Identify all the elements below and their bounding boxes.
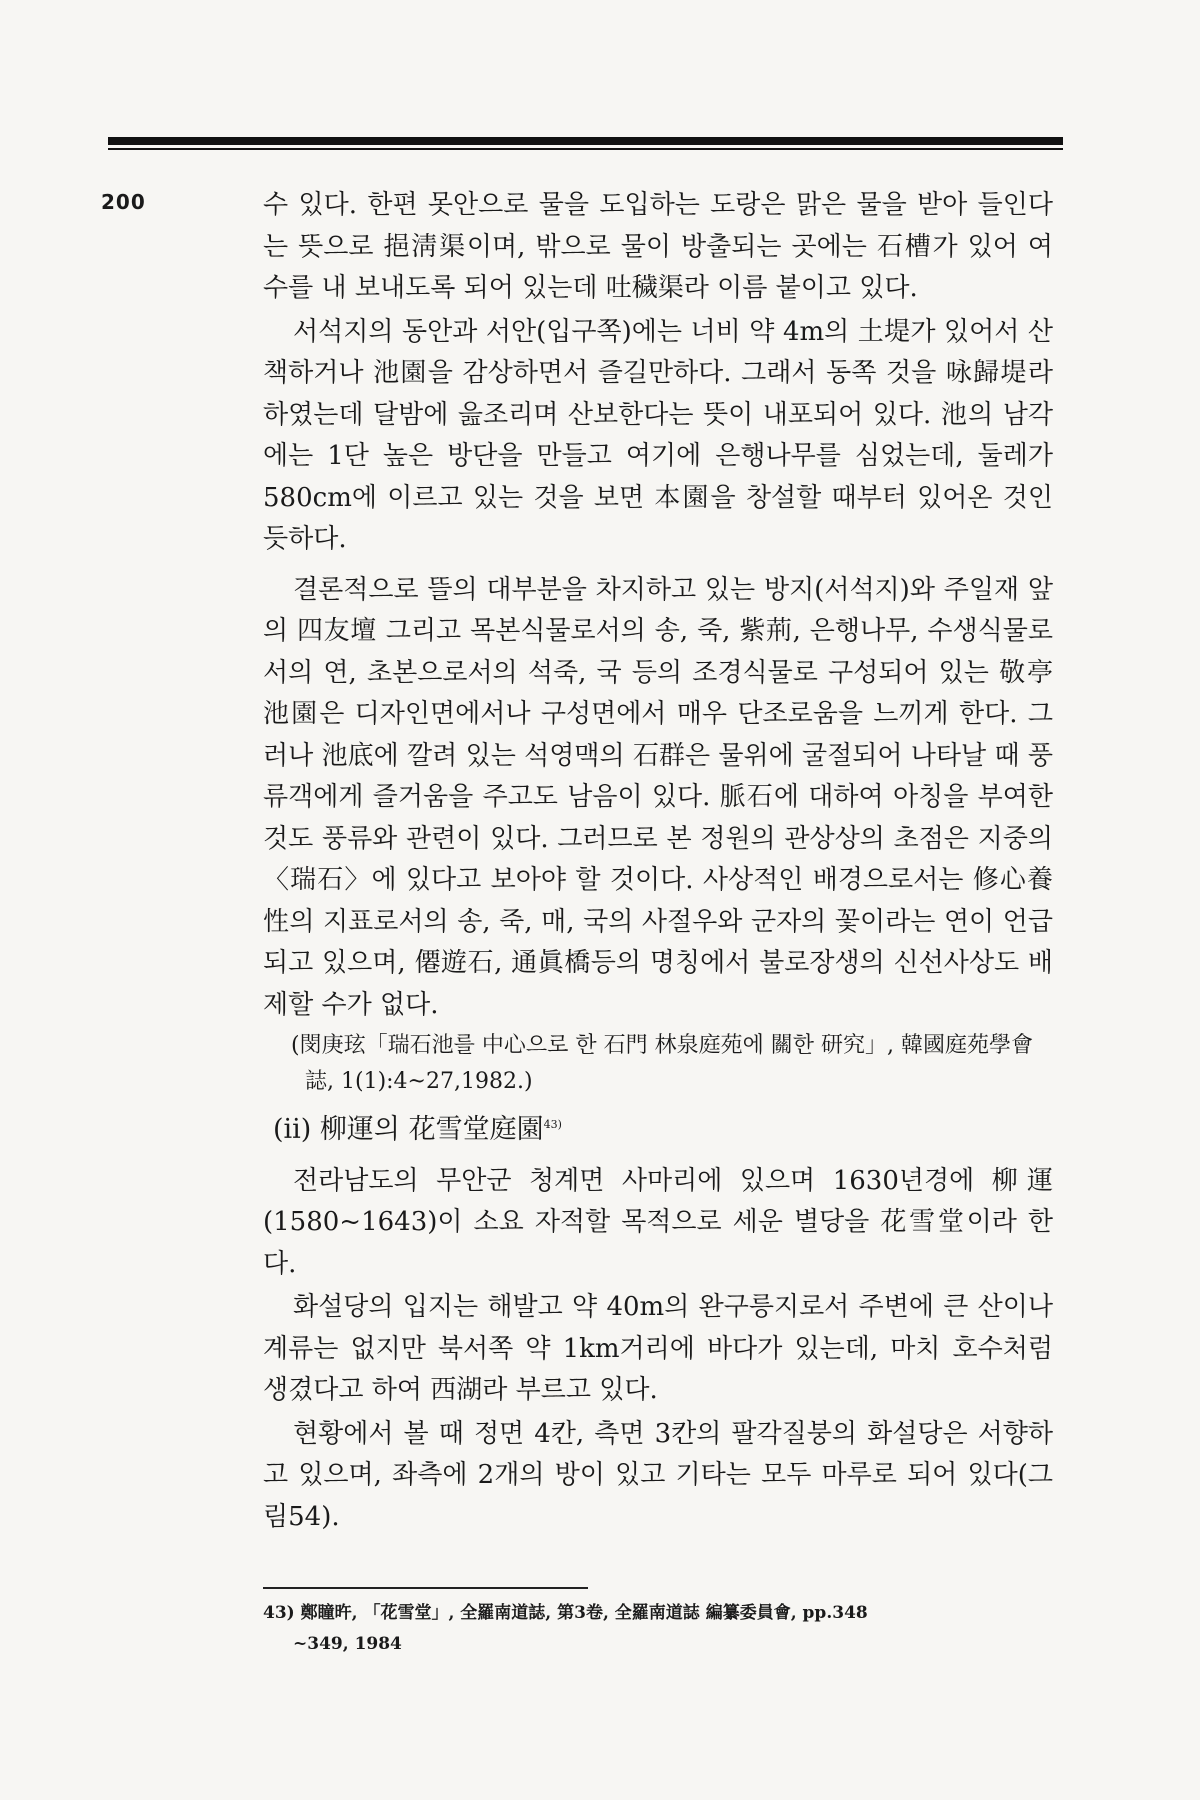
paragraph-2: 서석지의 동안과 서안(입구쪽)에는 너비 약 4m의 土堤가 있어서 산책하거나 池園을 감상하면서 즐길만하다. 그래서 동쪽 것을 咏歸堤라 하였는데 달밤에 읊조리며 산보한다는 뜻이 내포되어 있다. 池의 남각에는 1단 높은 방단을 만들고 여기에 은행나무를 심었는데, 둘레가 580cm에 이르고 있는 것을 보면 本園을 창설할 때부터 있어온 것인 듯하다.: [263, 316, 1053, 554]
body-text: [263, 185, 1053, 1547]
footnote-marker: 43): [543, 1118, 562, 1131]
header-rule-thin: [108, 148, 1063, 150]
paragraph-1: 수 있다. 한편 못안으로 물을 도입하는 도랑은 맑은 물을 받아 들인다는 뜻으로 挹淸渠이며, 밖으로 물이 방출되는 곳에는 石槽가 있어 여수를 내 보내도록 되어 있는데 吐穢渠라 이름 붙이고 있다.: [263, 190, 1053, 303]
section-heading-text: (ii) 柳運의 花雪堂庭園: [273, 1114, 544, 1145]
footnote-line-2: ~349, 1984: [293, 1634, 402, 1654]
page-number: 200: [101, 190, 146, 214]
footnote-rule: [263, 1587, 588, 1589]
section-heading: [273, 1104, 1053, 1151]
footnote-line-1: 43) 鄭瞳旿, 「花雪堂」, 全羅南道誌, 第3卷, 全羅南道誌 編纂委員會, pp.348: [263, 1603, 868, 1623]
header-rule-thick: [108, 137, 1063, 145]
paragraph-3: 결론적으로 뜰의 대부분을 차지하고 있는 방지(서석지)와 주일재 앞의 四友壇 그리고 목본식물로서의 송, 죽, 紫荊, 은행나무, 수생식물로서의 연, 초본으로서의 석죽, 국 등의 조경식물로 구성되어 있는 敬亭池園은 디자인면에서나 구성면에서 매우 단조로움을 느끼게 한다. 그러나 池底에 깔려 있는 석영맥의 石群은 물위에 굴절되어 나타날 때 풍류객에게 즐거움을 주고도 남음이 있다. 脈石에 대하여 아칭을 부여한 것도 풍류와 관련이 있다. 그러므로 본 정원의 관상상의 초점은 지중의 〈瑞石〉에 있다고 보아야 할 것이다. 사상적인 배경으로서는 修心養性의 지표로서의 송, 죽, 매, 국의 사절우와 군자의 꽃이라는 연이 언급되고 있으며, 僊遊石, 通眞橋등의 명칭에서 불로장생의 신선사상도 배제할 수가 없다.: [263, 574, 1053, 1020]
paragraph-5: 화설당의 입지는 해발고 약 40m의 완구릉지로서 주변에 큰 산이나 계류는 없지만 북서쪽 약 1km거리에 바다가 있는데, 마치 호수처럼 생겼다고 하여 西湖라 부르고 있다.: [263, 1292, 1053, 1405]
paragraph-4: 전라남도의 무안군 청계면 사마리에 있으며 1630년경에 柳運(1580~1643)이 소요 자적할 목적으로 세운 별당을 花雪堂이라 한다.: [263, 1165, 1053, 1279]
footnote: [263, 1598, 1053, 1660]
citation: (閔庚玹「瑞石池를 中心으로 한 石門 林泉庭苑에 關한 研究」, 韓國庭苑學會誌, 1(1):4~27,1982.): [291, 1033, 1034, 1094]
paragraph-6: 현황에서 볼 때 정면 4칸, 측면 3칸의 팔각질붕의 화설당은 서향하고 있으며, 좌측에 2개의 방이 있고 기타는 모두 마루로 되어 있다(그림54).: [263, 1418, 1053, 1532]
